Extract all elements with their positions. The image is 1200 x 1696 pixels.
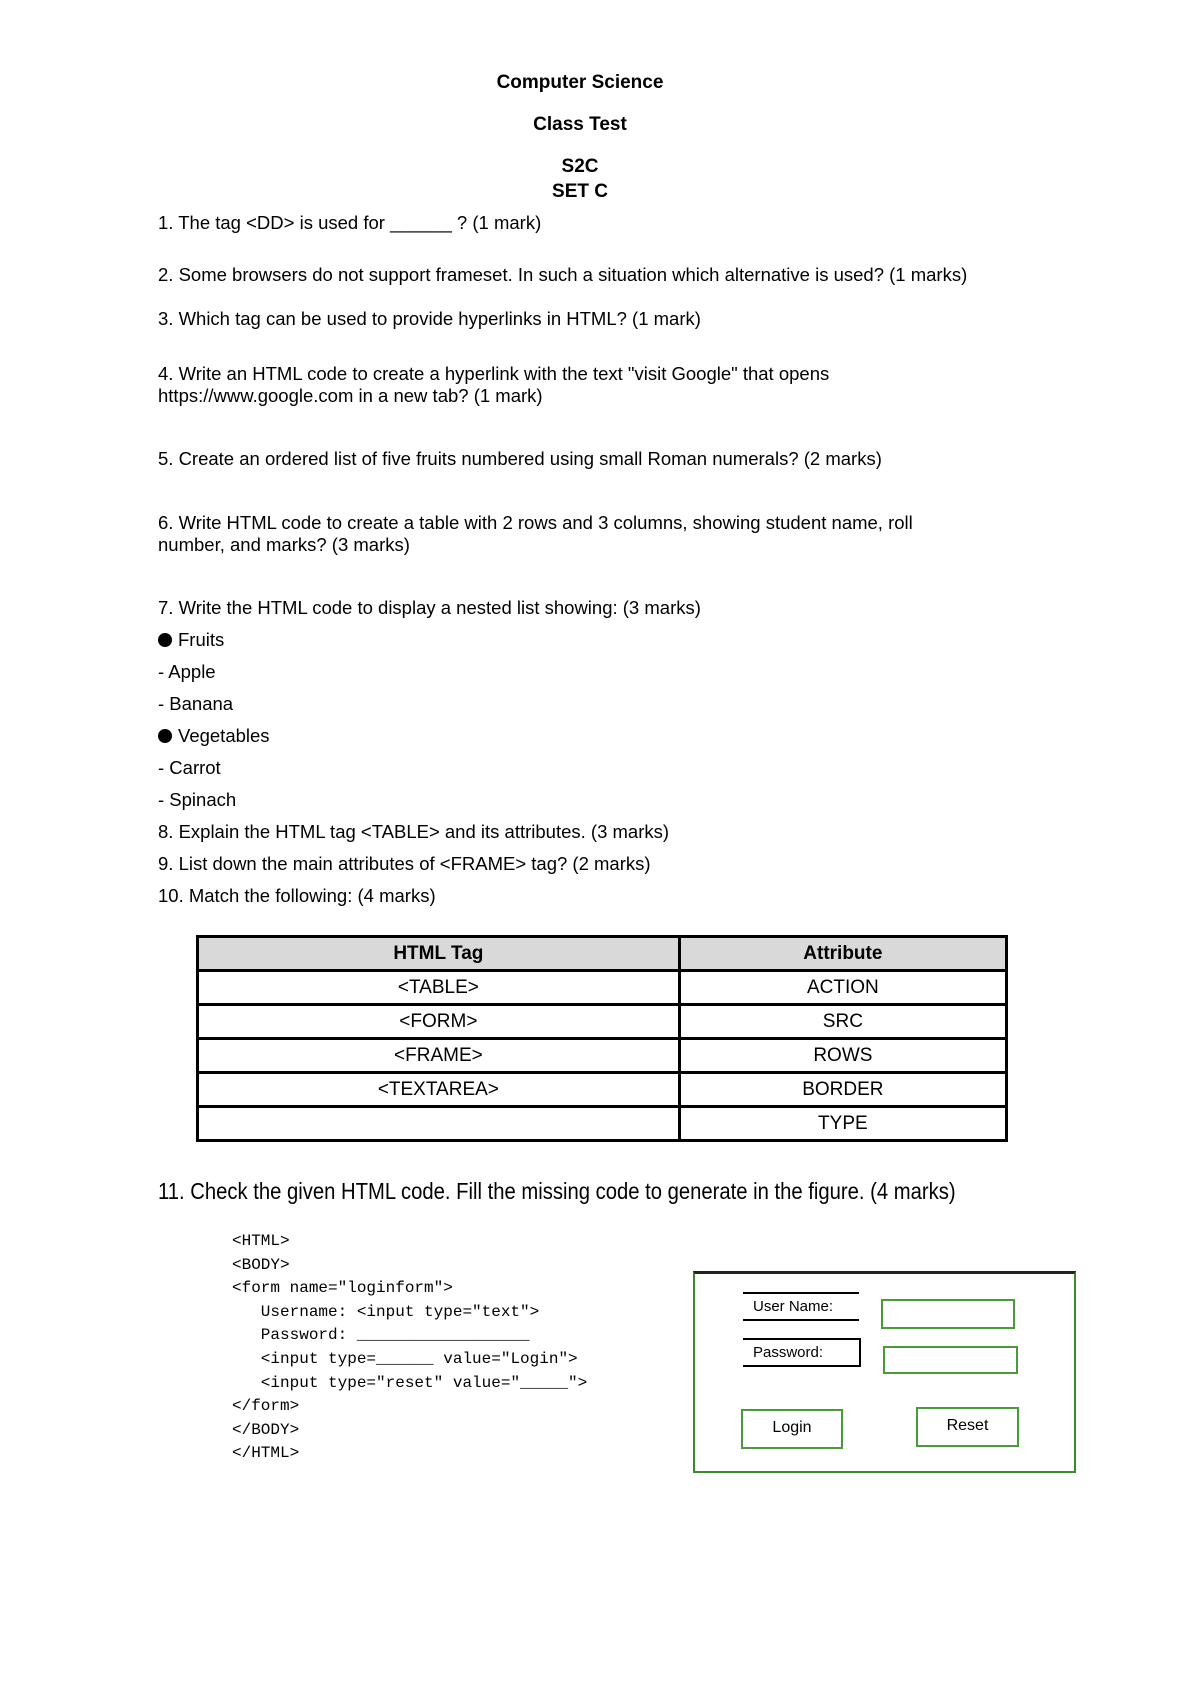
list-item-banana: - Banana [158, 693, 234, 714]
table-cell: <FRAME> [198, 1039, 680, 1073]
username-label: User Name: [743, 1292, 859, 1321]
table-row [198, 1005, 1007, 1039]
table-row [198, 1107, 1007, 1141]
bullet-icon [158, 729, 172, 743]
table-cell: BORDER [679, 1073, 1006, 1107]
question-8: 8. Explain the HTML tag <TABLE> and its attributes. (3 marks) [158, 821, 670, 842]
subject-title: Computer Science [496, 72, 664, 93]
table-header-row [198, 937, 1007, 971]
question-3: 3. Which tag can be used to provide hyperlinks in HTML? (1 mark) [158, 308, 701, 329]
bullet-icon [158, 633, 172, 647]
question-4: 4. Write an HTML code to create a hyperlink with the text "visit Google" that opens https://www.google.com in a new tab? (1 mark) [158, 363, 830, 406]
table-cell: SRC [679, 1005, 1006, 1039]
test-title: Class Test [533, 114, 627, 135]
table-row [198, 1039, 1007, 1073]
question-2: 2. Some browsers do not support frameset. In such a situation which alternative is used? (1 marks) [158, 264, 968, 285]
username-field [881, 1299, 1015, 1329]
table-cell: <FORM> [198, 1005, 680, 1039]
question-10: 10. Match the following: (4 marks) [158, 885, 436, 906]
list-item-fruits: Fruits [158, 629, 1118, 651]
table-row [198, 971, 1007, 1005]
password-label: Password: [743, 1338, 861, 1367]
table-cell: <TEXTAREA> [198, 1073, 680, 1107]
set-label: SET C [552, 181, 608, 202]
column-header: HTML Tag [198, 937, 680, 971]
question-6: 6. Write HTML code to create a table with 2 rows and 3 columns, showing student name, roll number, and marks? (3 marks) [158, 512, 913, 555]
table-cell: TYPE [679, 1107, 1006, 1141]
question-1: 1. The tag <DD> is used for ______ ? (1 mark) [158, 212, 542, 233]
reset-button: Reset [916, 1407, 1019, 1447]
table-cell: ROWS [679, 1039, 1006, 1073]
login-form-figure [693, 1271, 1076, 1473]
password-field [883, 1346, 1018, 1374]
list-item-carrot: - Carrot [158, 757, 221, 778]
column-header: Attribute [679, 937, 1006, 971]
list-item-apple: - Apple [158, 661, 216, 682]
match-table [196, 935, 1008, 1142]
list-item-vegetables: Vegetables [158, 725, 1118, 747]
list-item-spinach: - Spinach [158, 789, 237, 810]
question-9: 9. List down the main attributes of <FRAME> tag? (2 marks) [158, 853, 651, 874]
table-row [198, 1073, 1007, 1107]
table-cell: <TABLE> [198, 971, 680, 1005]
code-listing: <HTML> <BODY> <form name="loginform"> Username: <input type="text"> Password: __________________ <input type=______ value="Login"> <input type="reset" value="_____"> </form> </BODY> </HTML> [232, 1232, 588, 1463]
table-cell: ACTION [679, 971, 1006, 1005]
question-11: 11. Check the given HTML code. Fill the missing code to generate in the figure. (4 marks) [158, 1178, 956, 1204]
table-cell [198, 1107, 680, 1141]
class-code: S2C [561, 156, 599, 177]
question-5: 5. Create an ordered list of five fruits numbered using small Roman numerals? (2 marks) [158, 448, 882, 469]
login-button: Login [741, 1409, 843, 1449]
question-7: 7. Write the HTML code to display a nested list showing: (3 marks) [158, 597, 701, 618]
